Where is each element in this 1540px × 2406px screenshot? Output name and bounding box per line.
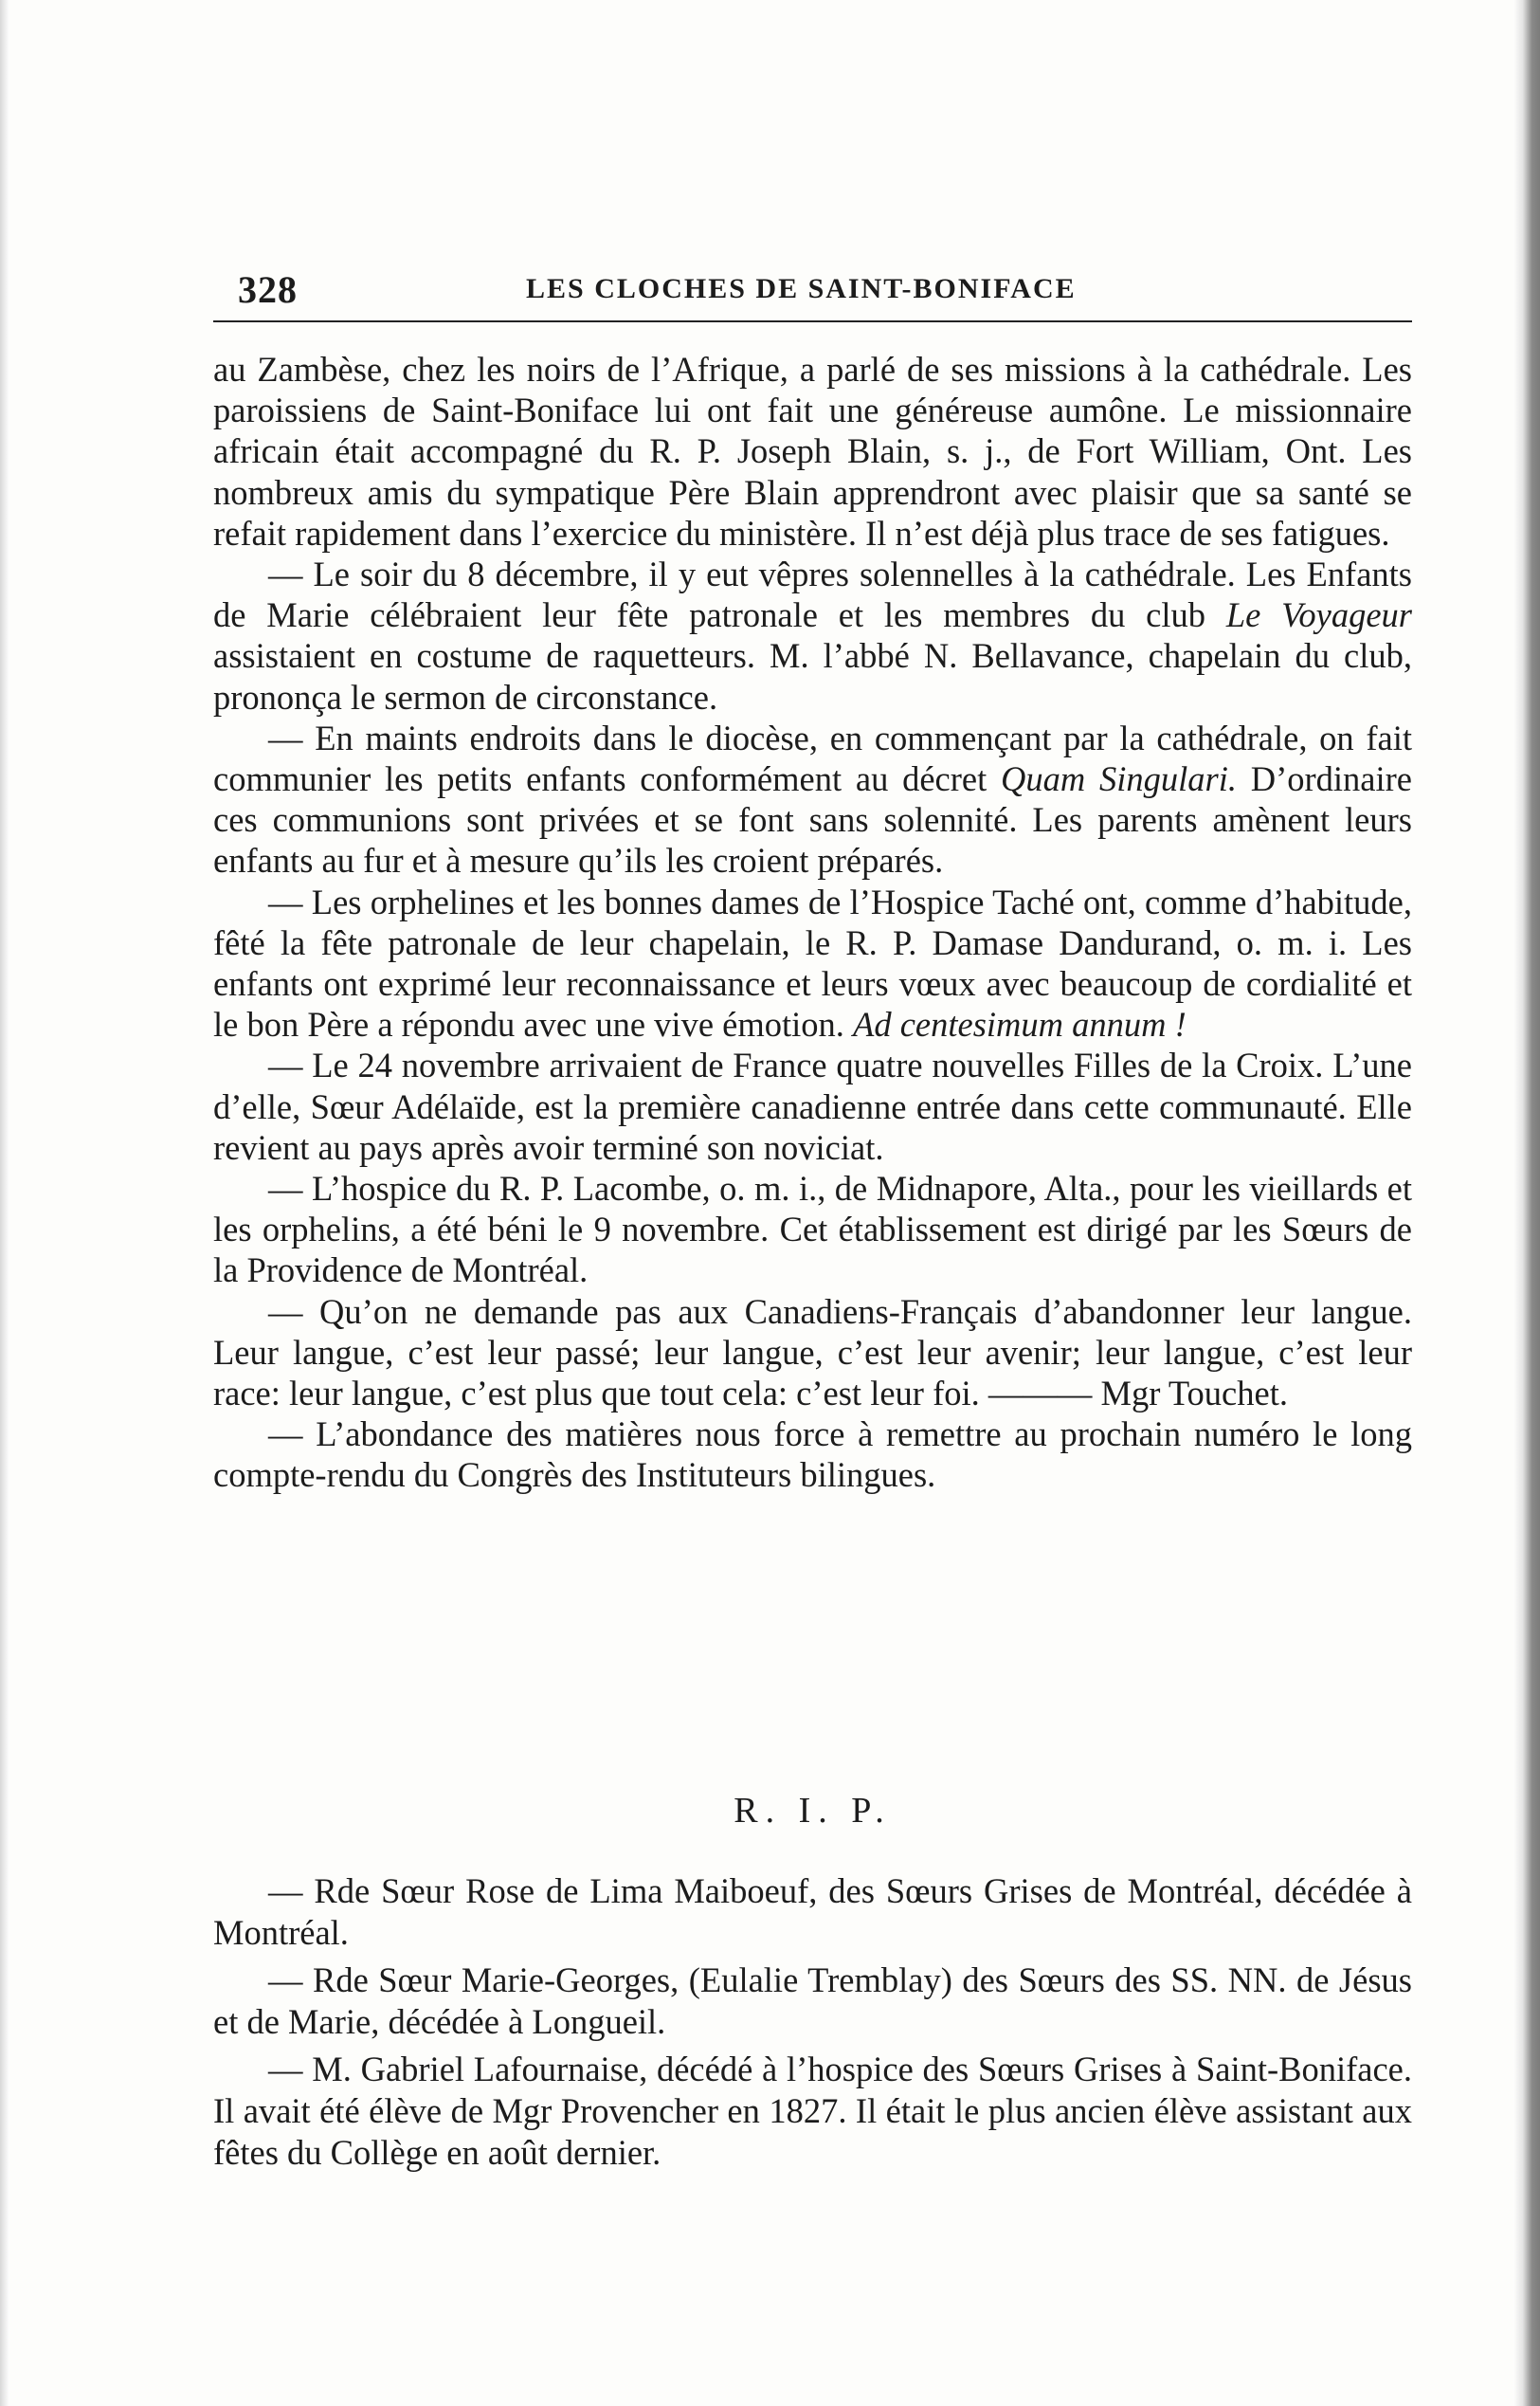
italic-decree-name: Quam Singulari. xyxy=(1000,759,1237,799)
header-rule xyxy=(213,320,1412,322)
paragraph-continuation: au Zambèse, chez les noirs de l’Afrique, a parlé de ses missions à la cathédrale. Les paroissiens de Saint-Boniface lui ont fait une généreuse aumône. Le missionnaire africain était accompagné du R. P. Joseph Blain, s. j., de Fort William, Ont. Les nombreux amis du sympatique Père Blain apprendront avec plaisir que sa santé se refait rapidement dans l’exercice du ministère. Il n’est déjà plus trace de ses fatigues. xyxy=(213,350,1412,553)
obituary-entry: — M. Gabriel Lafournaise, décédé à l’hospice des Sœurs Grises à Saint-Boniface. Il avait été élève de Mgr Provencher en 1827. Il était le plus ancien élève assistant aux fêtes du Collège en août dernier. xyxy=(213,2050,1412,2172)
paragraph-text: assistaient en costume de raquetteurs. M. l’abbé N. Bellavance, chapelain du club, prononça le sermon de circonstance. xyxy=(213,636,1412,717)
obituary-entry: — Rde Sœur Rose de Lima Maiboeuf, des Sœurs Grises de Montréal, décédée à Montréal. xyxy=(213,1871,1412,1952)
paragraph-hospice-lacombe: — L’hospice du R. P. Lacombe, o. m. i., de Midnapore, Alta., pour les vieillards et les orphelins, a été béni le 9 novembre. Cet établissement est dirigé par les Sœurs de la Providence de Montréal. xyxy=(213,1169,1412,1290)
paragraph-langue-quote: — Qu’on ne demande pas aux Canadiens-Français d’abandonner leur langue. Leur langue, c’est leur passé; leur langue, c’est leur avenir; leur langue, c’est leur race: leur langue, c’est plus que tout cela: c’est leur foi. ——— Mgr Touchet. xyxy=(213,1291,1412,1413)
paragraph-text: D’ordinaire ces communions sont privées et se font sans solennité. Les parents amènent leurs enfants au fur et à mesure qu’ils les croient préparés. xyxy=(213,759,1412,881)
page-header xyxy=(213,267,1409,315)
paragraph-text: — En maints endroits dans le diocèse, en commençant par la cathédrale, on fait communier les petits enfants conformément au décret xyxy=(213,718,1412,799)
running-title: LES CLOCHES DE SAINT-BONIFACE xyxy=(526,273,1077,304)
article-body xyxy=(213,349,1412,1496)
obituary-list xyxy=(213,1870,1412,2179)
paragraph-hospice-tache xyxy=(213,882,1412,1046)
paragraph-filles-de-la-croix: — Le 24 novembre arrivaient de France quatre nouvelles Filles de la Croix. L’une d’elle, Sœur Adélaïde, est la première canadienne entrée dans cette communauté. Elle revient au pays après avoir terminé son noviciat. xyxy=(213,1046,1412,1167)
paragraph-vepres xyxy=(213,554,1412,718)
rip-heading: R. I. P. xyxy=(734,1791,892,1831)
paragraph-communion xyxy=(213,718,1412,882)
italic-latin-wish: Ad centesimum annum ! xyxy=(853,1005,1187,1045)
page-number: 328 xyxy=(238,268,298,311)
paragraph-text: — Le soir du 8 décembre, il y eut vêpres solennelles à la cathédrale. Les Enfants de Marie célébraient leur fête patronale et les membres du club xyxy=(213,555,1412,635)
paragraph-text: — Les orphelines et les bonnes dames de l’Hospice Taché ont, comme d’habitude, fêté la fête patronale de leur chapelain, le R. P. Damase Dandurand, o. m. i. Les enfants ont exprimé leur reconnaissance et leurs vœux avec beaucoup de cordialité et le bon Père a répondu avec une vive émotion. xyxy=(213,882,1412,1045)
paragraph-congres-note: — L’abondance des matières nous force à remettre au prochain numéro le long compte-rendu du Congrès des Instituteurs bilingues. xyxy=(213,1414,1412,1495)
page-edge-right xyxy=(1513,0,1540,2406)
obituary-entry: — Rde Sœur Marie-Georges, (Eulalie Tremblay) des Sœurs des SS. NN. de Jésus et de Marie, décédée à Longueil. xyxy=(213,1960,1412,2041)
italic-club-name: Le Voyageur xyxy=(1225,595,1412,635)
page-edge-left xyxy=(0,0,9,2406)
